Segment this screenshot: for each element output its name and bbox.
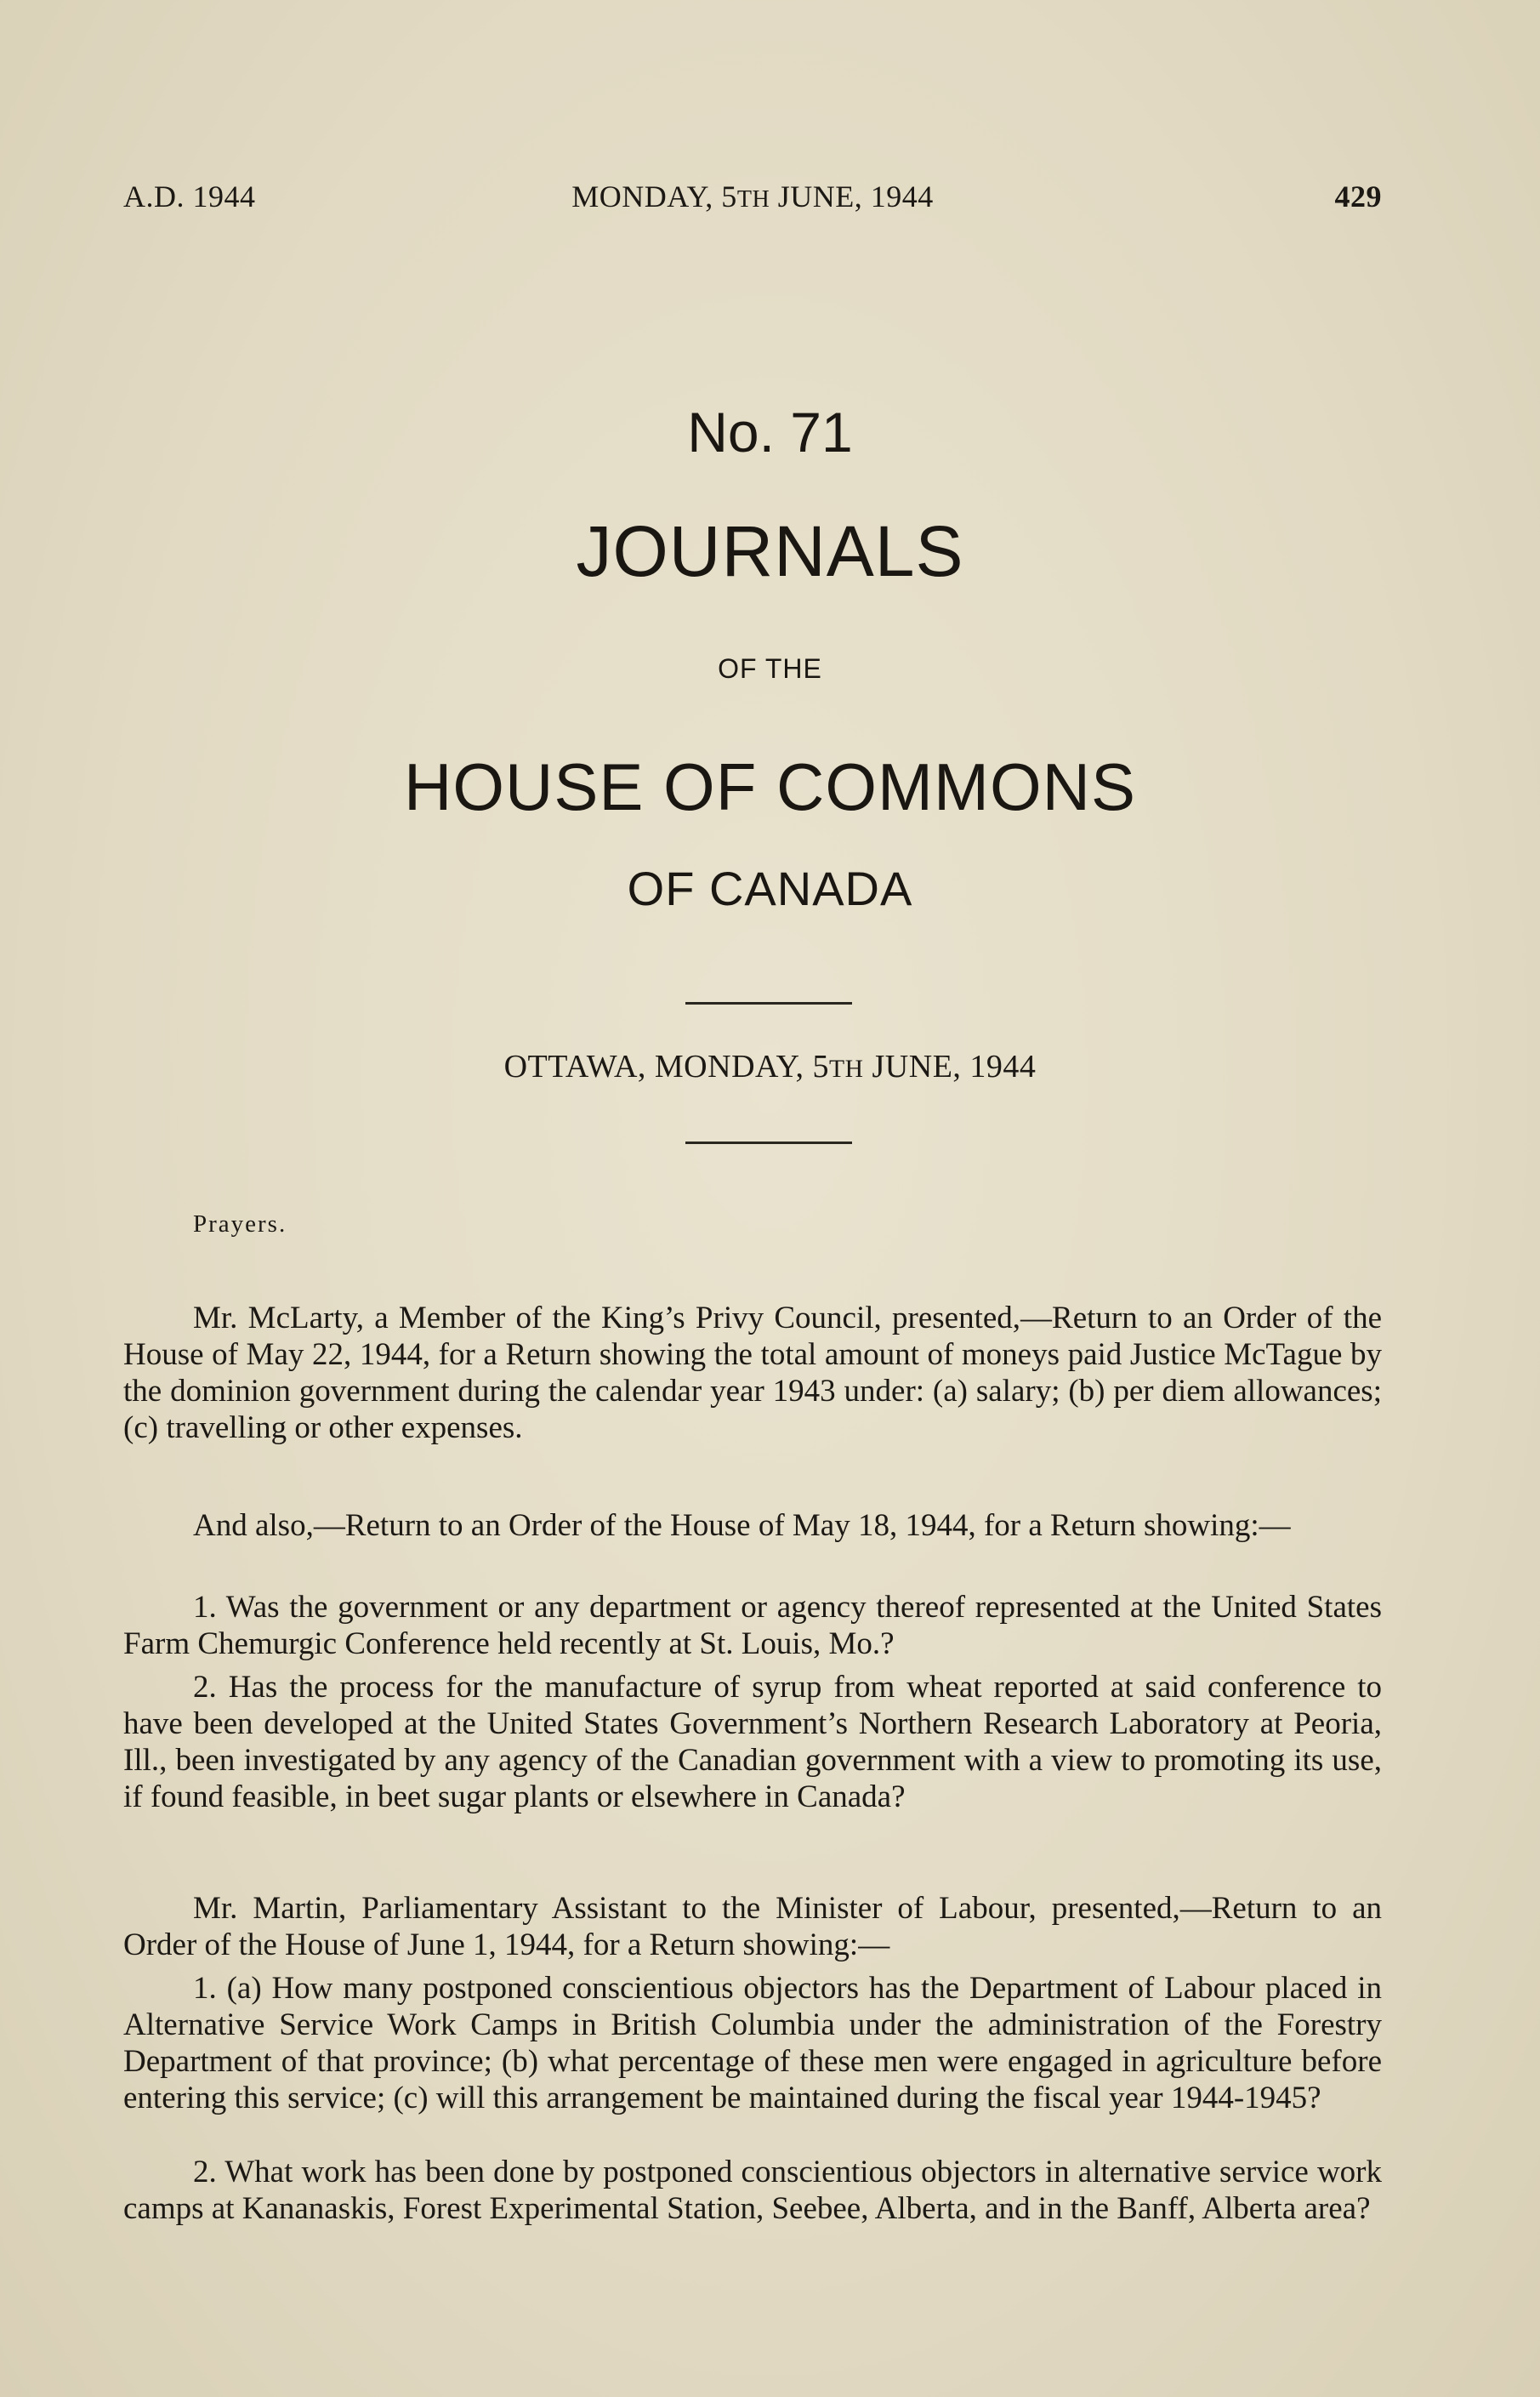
running-head-year: A.D. 1944 (123, 179, 256, 214)
paragraph-mclarty-return (123, 1300, 1382, 1446)
dateline: OTTAWA, MONDAY, 5TH JUNE, 1944 (503, 1049, 1037, 1085)
paragraph-text: Mr. McLarty, a Member of the King’s Privy Council, presented,—Return to an Order of the House of May 22, 1944, for a Return showing the total amount of moneys paid Justice McTague by the dominion government during the calendar year 1943 under: (a) salary; (b) per diem allowances; (c) travelling or other expenses. (123, 1301, 1382, 1445)
title-journals: JOURNALS (576, 511, 964, 591)
running-head-date: MONDAY, 5TH JUNE, 1944 (571, 179, 934, 214)
title-of-canada: OF CANADA (627, 862, 913, 915)
paragraph-text: 1. Was the government or any department or agency thereof represented at the United States Farm Chemurgic Conference held recently at St. Louis, Mo.? (123, 1590, 1382, 1661)
paragraph-text: 2. What work has been done by postponed conscientious objectors in alternative service work camps at Kananaskis, Forest Experimental Station, Seebee, Alberta, and in the Banff, Alberta area? (123, 2155, 1382, 2226)
page-number: 429 (1334, 179, 1382, 214)
question-3 (123, 1970, 1382, 2116)
prayers-heading: Prayers. (193, 1210, 287, 1238)
paragraph-text: 1. (a) How many postponed conscientious objectors has the Department of Labour placed in Alternative Service Work Camps in British Columbia under the administration of the Forestry Department of that province; (b) what percentage of these men were engaged in agriculture before entering this service; (c) will this arrangement be maintained during the fiscal year 1944-1945? (123, 1971, 1382, 2115)
divider-rule-top (685, 1002, 852, 1005)
title-house-of-commons: HOUSE OF COMMONS (403, 749, 1136, 824)
paragraph-and-also (123, 1507, 1382, 1544)
issue-number: No. 71 (687, 401, 853, 464)
paragraph-text: Mr. Martin, Parliamentary Assistant to the Minister of Labour, presented,—Return to an Order of the House of June 1, 1944, for a Return showing:— (123, 1891, 1382, 1962)
title-of-the: OF THE (718, 653, 822, 684)
running-head (123, 179, 1382, 221)
question-2 (123, 1669, 1382, 1815)
paragraph-text: 2. Has the process for the manufacture of syrup from wheat reported at said conference to have been developed at the United States Government’s Northern Research Laboratory at Peoria, Ill., been investigated by any agency of the Canadian government with a view to promoting its use, if found feasible, in beet sugar plants or elsewhere in Canada? (123, 1670, 1382, 1814)
paragraph-martin-return (123, 1890, 1382, 1963)
question-1 (123, 1589, 1382, 1662)
divider-rule-bottom (685, 1142, 852, 1144)
paragraph-text: And also,—Return to an Order of the House of May 18, 1944, for a Return showing:— (193, 1508, 1291, 1543)
question-4 (123, 2154, 1382, 2227)
